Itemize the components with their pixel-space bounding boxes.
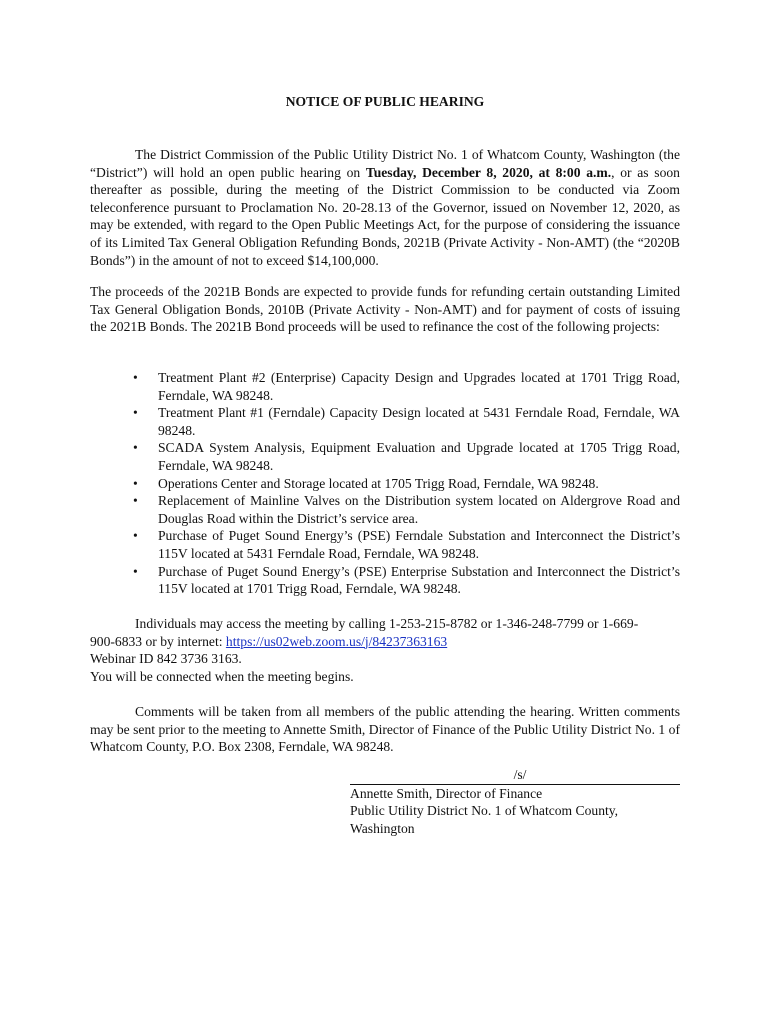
- project-text: Treatment Plant #2 (Enterprise) Capacity Design and Upgrades located at 1701 Trigg Road, Ferndale, WA 98248.: [158, 370, 680, 403]
- comments-paragraph: Comments will be taken from all members of the public attending the hearing. Written comments may be sent prior to the meeting to Annette Smith, Director of Finance of the Public Utility District No. 1 of Whatcom County, P.O. Box 2308, Ferndale, WA 98248.: [90, 704, 680, 755]
- bond-proceeds-paragraph: The proceeds of the 2021B Bonds are expected to provide funds for refunding certain outstanding Limited Tax General Obligation Bonds, 2010B (Private Activity - Non-AMT) and for payment of costs of issuing the 2021B Bonds. The 2021B Bond proceeds will be used to refinance the cost of the following projects:: [90, 284, 680, 335]
- project-text: Treatment Plant #1 (Ferndale) Capacity Design located at 5431 Ferndale Road, Ferndale, WA 98248.: [158, 405, 680, 438]
- project-text: SCADA System Analysis, Equipment Evaluation and Upgrade located at 1705 Trigg Road, Ferndale, WA 98248.: [158, 440, 680, 473]
- project-list: [90, 369, 680, 598]
- signer-name-title: Annette Smith, Director of Finance: [350, 785, 543, 801]
- project-list-item: [90, 475, 680, 493]
- project-text: Purchase of Puget Sound Energy’s (PSE) Ferndale Substation and Interconnect the District’s 115V located at 5431 Ferndale Road, Ferndale, WA 98248.: [158, 528, 680, 561]
- project-list-item: [90, 404, 680, 439]
- hearing-date-time: Tuesday, December 8, 2020, at 8:00 a.m.: [365, 164, 612, 180]
- signature-block: [350, 766, 680, 837]
- project-text: Operations Center and Storage located at 1705 Trigg Road, Ferndale, WA 98248.: [158, 475, 599, 491]
- project-list-item: [90, 563, 680, 598]
- project-text: Purchase of Puget Sound Energy’s (PSE) Enterprise Substation and Interconnect the District’s 115V located at 1701 Trigg Road, Ferndale, WA 98248.: [158, 563, 680, 597]
- project-list-item: [90, 527, 680, 562]
- bullet-icon: •: [133, 440, 138, 456]
- signature-line: /s/: [350, 766, 680, 785]
- announcement-text-end: , or as soon thereafter as possible, during the meeting of the District Commission to be conducted via Zoom teleconference pursuant to Proclamation No. 20-28.13 of the Governor, issued on November 12, 2020, as may be extended, with regard to the Open Public Meetings Act, for the purpose of considering the issuance of its Limited Tax General Obligation Refunding Bonds, 2021B (Private Activity - Non-AMT) (the “2020B Bonds”) in the amount of not to exceed $14,100,000.: [90, 164, 680, 268]
- bullet-icon: •: [133, 370, 138, 385]
- bullet-icon: •: [133, 563, 138, 579]
- project-text: Replacement of Mainline Valves on the Distribution system located on Aldergrove Road and Douglas Road within the District’s service area.: [158, 493, 680, 526]
- access-internet-line: 900-6833 or by internet: https://us02web.zoom.us/j/84237363163: [90, 633, 448, 649]
- hearing-announcement-paragraph: [90, 146, 680, 269]
- bullet-icon: •: [133, 405, 138, 421]
- project-list-item: [90, 369, 680, 404]
- project-list-item: [90, 492, 680, 527]
- project-list-item: [90, 439, 680, 474]
- bullet-icon: •: [133, 493, 138, 509]
- bullet-icon: •: [133, 475, 138, 491]
- signer-organization-state: Washington: [350, 820, 415, 836]
- connection-note: You will be connected when the meeting begins.: [90, 668, 354, 684]
- webinar-id: Webinar ID 842 3736 3163.: [90, 651, 242, 667]
- bullet-icon: •: [133, 528, 138, 544]
- signer-organization: Public Utility District No. 1 of Whatcom County,: [350, 803, 619, 819]
- notice-title: NOTICE OF PUBLIC HEARING: [285, 94, 485, 109]
- access-phone-line: Individuals may access the meeting by calling 1-253-215-8782 or 1-346-248-7799 or 1-669-: [135, 616, 639, 631]
- meeting-access-block: [90, 615, 680, 685]
- announcement-text-start: The District Commission of the Public Utility District No. 1 of Whatcom County, Washington (the “District”) will hold an open public hearing on: [90, 147, 680, 180]
- zoom-meeting-link[interactable]: https://us02web.zoom.us/j/84237363163: [225, 633, 448, 649]
